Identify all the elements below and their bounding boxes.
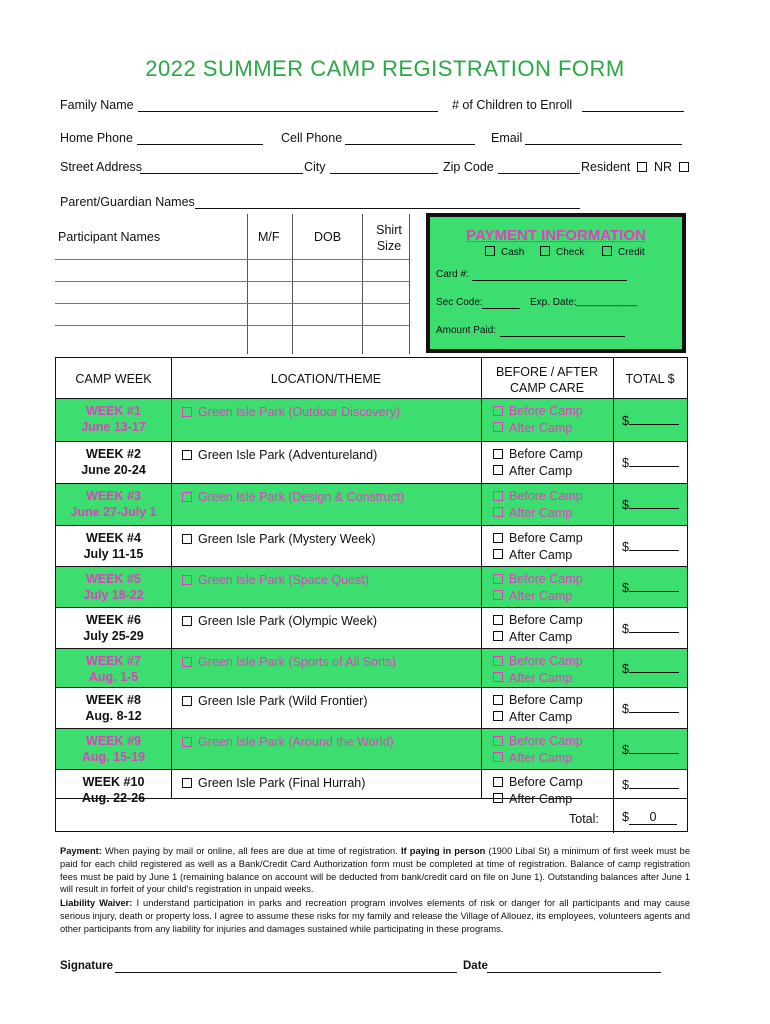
after-camp-checkbox[interactable] [493,465,503,475]
amount-paid-field[interactable] [500,336,625,337]
location-theme: Green Isle Park (Around the World) [198,735,394,749]
after-camp-checkbox[interactable] [493,507,503,517]
camp-care-cell [493,774,583,807]
week-dates: July 11-15 [83,547,144,561]
cash-checkbox[interactable] [485,246,495,256]
camp-care-cell [493,403,583,436]
camp-week-row [56,525,687,566]
location-theme: Green Isle Park (Adventureland) [198,448,378,462]
camp-week-cell [56,612,171,644]
week-dates: Aug. 15-19 [81,750,146,764]
check-option[interactable] [540,247,584,258]
week-total-dollar: $ [622,581,629,595]
zip-code-label: Zip Code [443,160,494,174]
payment-info-title: PAYMENT INFORMATION [466,227,646,244]
location-option[interactable] [182,776,365,790]
week-total-blank[interactable] [629,454,679,467]
children-count-label: # of Children to Enroll [452,98,573,112]
after-camp-checkbox[interactable] [493,422,503,432]
location-theme: Green Isle Park (Space Quest) [198,573,369,587]
row-divider [56,566,687,567]
week-total-field[interactable] [622,776,679,792]
before-camp-option[interactable] [493,571,583,588]
liability-waiver-text: I understand participation in parks and recreation program involves elements of risk or danger for all participants and may cause serious injury, death or property loss. I agree to assume these risks for my family and release the Village of Allouez, its employees, volunteers agents and other participants from any liability for injuries and damages sustained while participating in these programs. [60,898,690,934]
participant-row-1[interactable] [55,259,410,260]
before-camp-label: Before Camp [509,734,583,748]
resident-label: Resident [581,160,631,174]
row-divider [56,687,687,688]
before-camp-label: Before Camp [509,404,583,418]
home-phone-field[interactable] [137,144,263,145]
camp-week-cell [56,403,171,435]
before-camp-label: Before Camp [509,693,583,707]
camp-week-table [55,357,688,832]
before-camp-checkbox[interactable] [493,491,503,501]
row-divider [56,398,687,399]
column-divider [613,358,614,833]
before-camp-checkbox[interactable] [493,574,503,584]
before-camp-checkbox[interactable] [493,406,503,416]
amount-paid-label: Amount Paid: [436,325,497,336]
week-number: WEEK #2 [86,447,141,461]
signature-field[interactable] [115,972,457,973]
location-theme: Green Isle Park (Design & Construct) [198,490,405,504]
week-total-blank[interactable] [629,700,679,713]
before-camp-option[interactable] [493,446,583,463]
before-camp-label: Before Camp [509,489,583,503]
week-total-blank[interactable] [629,660,679,673]
column-divider [481,358,482,798]
week-number: WEEK #3 [86,489,141,503]
camp-week-cell [56,774,171,806]
email-field[interactable] [525,144,682,145]
camp-week-row [56,483,687,525]
week-number: WEEK #9 [86,734,141,748]
column-divider [171,358,172,798]
week-dates: Aug. 1-5 [88,670,139,684]
location-theme: Green Isle Park (Sports of All Sorts) [198,655,396,669]
camp-week-cell [56,692,171,724]
week-total-field[interactable] [622,700,679,716]
week-total-dollar: $ [622,540,629,554]
week-total-dollar: $ [622,662,629,676]
column-divider [247,214,248,354]
cash-label: Cash [501,247,525,258]
location-option[interactable] [182,532,376,546]
after-camp-checkbox[interactable] [493,631,503,641]
after-camp-label: After Camp [509,709,573,724]
week-total-dollar: $ [622,778,629,792]
before-camp-checkbox[interactable] [493,777,503,787]
shirt-header-line1: Shirt [376,223,402,237]
week-total-dollar: $ [622,498,629,512]
sec-code-field[interactable] [482,308,520,309]
participant-names-header: Participant Names [58,230,161,244]
page-title: 2022 SUMMER CAMP REGISTRATION FORM [145,56,625,81]
after-camp-option[interactable] [493,463,583,480]
exp-date-label: Exp. Date: [530,297,577,308]
week-dates: June 20-24 [81,463,146,477]
after-camp-label: After Camp [509,629,573,644]
location-theme: Green Isle Park (Final Hurrah) [198,776,366,790]
camp-care-header [481,364,613,396]
participant-row-2[interactable] [55,281,410,282]
column-divider [409,214,410,354]
nr-checkbox[interactable] [679,162,689,172]
camp-care-cell [493,653,583,686]
after-camp-label: After Camp [509,750,573,765]
after-camp-option[interactable] [493,505,583,522]
city-field[interactable] [330,173,438,174]
total-header: TOTAL $ [625,372,675,386]
after-camp-checkbox[interactable] [493,711,503,721]
week-total-field[interactable] [622,620,679,636]
payment-terms-text1: When paying by mail or online, all fees are due at time of registration. [105,846,398,856]
location-checkbox[interactable] [182,737,192,747]
after-camp-label: After Camp [509,420,573,435]
after-camp-option[interactable] [493,588,583,605]
before-camp-option[interactable] [493,692,583,709]
mf-header: M/F [258,230,280,244]
liability-waiver-label: Liability Waiver: [60,898,133,908]
zip-code-field[interactable] [498,173,580,174]
week-total-field[interactable] [622,412,679,428]
week-total-dollar: $ [622,622,629,636]
location-theme: Green Isle Park (Mystery Week) [198,532,376,546]
camp-week-cell [56,446,171,478]
camp-week-header: CAMP WEEK [75,372,152,386]
camp-week-row [56,607,687,648]
camp-week-row [56,566,687,607]
row-divider [56,728,687,729]
row-divider [56,648,687,649]
participant-row-3[interactable] [55,303,410,304]
row-divider [56,798,687,799]
resident-checkbox[interactable] [637,162,647,172]
before-camp-checkbox[interactable] [493,656,503,666]
home-phone-label: Home Phone [60,131,133,145]
camp-care-cell [493,446,583,479]
camp-care-cell [493,733,583,766]
week-total-field[interactable] [622,454,679,470]
after-camp-option[interactable] [493,709,583,726]
location-checkbox[interactable] [182,657,192,667]
after-camp-option[interactable] [493,629,583,646]
week-total-dollar: $ [622,414,629,428]
after-camp-option[interactable] [493,750,583,767]
credit-option[interactable] [602,247,645,258]
location-checkbox[interactable] [182,778,192,788]
before-camp-label: Before Camp [509,613,583,627]
payment-terms-label: Payment: [60,846,102,856]
camp-week-cell [56,653,171,685]
check-checkbox[interactable] [540,246,550,256]
camp-care-cell [493,612,583,645]
location-theme: Green Isle Park (Olympic Week) [198,614,377,628]
week-total-blank[interactable] [629,496,679,509]
camp-care-cell [493,530,583,563]
date-field[interactable] [487,972,661,973]
before-camp-checkbox[interactable] [493,695,503,705]
location-option[interactable] [182,694,367,708]
participant-table [55,214,410,354]
camp-week-row [56,398,687,441]
dob-header: DOB [314,230,342,244]
card-number-label: Card #: [436,269,469,280]
week-total-blank[interactable] [629,620,679,633]
before-camp-checkbox[interactable] [493,533,503,543]
before-camp-label: Before Camp [509,447,583,461]
camp-week-cell [56,733,171,765]
nr-option[interactable] [654,160,695,174]
location-checkbox[interactable] [182,407,192,417]
location-header: LOCATION/THEME [270,372,382,386]
location-checkbox[interactable] [182,696,192,706]
week-number: WEEK #8 [86,693,141,707]
week-total-field[interactable] [622,660,679,676]
grand-total-value: 0 [629,810,677,825]
camp-care-header-line1: BEFORE / AFTER [495,365,599,379]
after-camp-option[interactable] [493,670,583,687]
camp-week-row [56,769,687,806]
guardian-names-label: Parent/Guardian Names [60,195,195,209]
week-number: WEEK #4 [86,531,141,545]
camp-care-cell [493,488,583,521]
after-camp-label: After Camp [509,505,573,520]
after-camp-label: After Camp [509,791,573,806]
week-total-blank[interactable] [629,741,679,754]
location-checkbox[interactable] [182,575,192,585]
camp-week-cell [56,530,171,562]
before-camp-label: Before Camp [509,654,583,668]
street-address-field[interactable] [140,173,303,174]
grand-total-dollar: $ [622,810,629,824]
location-option[interactable] [182,573,369,587]
row-divider [56,769,687,770]
participant-row-4[interactable] [55,325,410,326]
sec-code-label: Sec Code: [436,297,483,308]
row-divider [56,441,687,442]
row-divider [56,483,687,484]
after-camp-label: After Camp [509,547,573,562]
week-total-dollar: $ [622,743,629,757]
grand-total-field[interactable] [622,810,677,825]
children-count-field[interactable] [582,111,684,112]
payment-terms [60,845,690,896]
date-label: Date [463,960,488,972]
credit-checkbox[interactable] [602,246,612,256]
before-camp-label: Before Camp [509,775,583,789]
before-camp-checkbox[interactable] [493,736,503,746]
before-camp-option[interactable] [493,653,583,670]
week-total-field[interactable] [622,496,679,512]
after-camp-checkbox[interactable] [493,549,503,559]
after-camp-option[interactable] [493,547,583,564]
week-total-blank[interactable] [629,579,679,592]
before-camp-label: Before Camp [509,572,583,586]
location-option[interactable] [182,448,377,462]
email-label: Email [491,131,523,145]
camp-care-header-line2: CAMP CARE [509,381,585,395]
after-camp-checkbox[interactable] [493,590,503,600]
week-dates: July 25-29 [83,629,144,643]
week-number: WEEK #5 [86,572,141,586]
location-checkbox[interactable] [182,534,192,544]
camp-week-row [56,441,687,483]
street-address-label: Street Address [60,160,142,174]
week-number: WEEK #6 [86,613,141,627]
before-camp-option[interactable] [493,403,583,420]
payment-terms-text2: (1900 Libal St) a minimum of first week must be paid for each child registered as well as a Bank/Credit Card Authorization form must be completed at time of registration. Balance of camp registration fees must be paid by June 1 (remaining balance on account will be deducted from bank/credit card on file on June 1). Outstanding balances after June 1 will result in forfeit of your child's registration in unpaid weeks. [60,846,690,895]
cash-option[interactable] [485,247,524,258]
week-dates: Aug. 8-12 [85,709,142,723]
location-checkbox[interactable] [182,492,192,502]
cell-phone-field[interactable] [345,144,475,145]
before-camp-option[interactable] [493,774,583,791]
week-number: WEEK #10 [82,775,145,789]
location-option[interactable] [182,614,377,628]
card-number-field[interactable] [472,280,627,281]
week-number: WEEK #7 [86,654,141,668]
week-total-field[interactable] [622,741,679,757]
before-camp-option[interactable] [493,733,583,750]
liability-waiver [60,897,690,935]
camp-week-cell [56,488,171,520]
location-option[interactable] [182,405,400,419]
before-camp-option[interactable] [493,530,583,547]
camp-care-cell [493,571,583,604]
after-camp-option[interactable] [493,420,583,437]
row-divider [56,525,687,526]
column-divider [292,214,293,354]
week-dates: Aug. 22-26 [81,791,146,805]
camp-week-cell [56,571,171,603]
week-dates: June 27-July 1 [70,505,157,519]
after-camp-label: After Camp [509,670,573,685]
week-total-field[interactable] [622,579,679,595]
location-option[interactable] [182,735,394,749]
location-option[interactable] [182,490,404,504]
camp-week-row [56,728,687,769]
week-total-field[interactable] [622,538,679,554]
payment-info-box [426,213,686,353]
before-camp-label: Before Camp [509,531,583,545]
week-total-blank[interactable] [629,538,679,551]
before-camp-checkbox[interactable] [493,449,503,459]
week-dates: July 18-22 [83,588,144,602]
column-divider [362,214,363,354]
nr-label: NR [654,160,673,174]
city-label: City [304,160,326,174]
resident-option[interactable] [581,160,653,174]
after-camp-checkbox[interactable] [493,672,503,682]
week-dates: June 13-17 [81,420,146,434]
camp-week-row [56,648,687,687]
after-camp-checkbox[interactable] [493,752,503,762]
location-theme: Green Isle Park (Wild Frontier) [198,694,368,708]
payment-terms-in-person: If paying in person [400,846,486,856]
week-total-dollar: $ [622,702,629,716]
family-name-label: Family Name [60,98,134,112]
check-label: Check [556,247,585,258]
week-total-blank[interactable] [629,776,679,789]
location-option[interactable] [182,655,396,669]
cell-phone-label: Cell Phone [281,131,343,145]
shirt-size-header [374,222,404,254]
exp-date-field[interactable]: ___________ [576,296,638,307]
location-theme: Green Isle Park (Outdoor Discovery) [198,405,401,419]
week-number: WEEK #1 [86,404,141,418]
before-camp-option[interactable] [493,612,583,629]
guardian-names-field[interactable] [195,208,580,209]
after-camp-label: After Camp [509,463,573,478]
row-divider [56,607,687,608]
total-label: Total: [569,812,599,826]
location-checkbox[interactable] [182,450,192,460]
week-total-dollar: $ [622,456,629,470]
before-camp-checkbox[interactable] [493,615,503,625]
signature-label: Signature [60,960,114,972]
before-camp-option[interactable] [493,488,583,505]
camp-week-row [56,687,687,728]
family-name-field[interactable] [138,111,438,112]
shirt-header-line2: Size [376,239,402,253]
location-checkbox[interactable] [182,616,192,626]
camp-care-cell [493,692,583,725]
credit-label: Credit [618,247,645,258]
after-camp-label: After Camp [509,588,573,603]
week-total-blank[interactable] [629,412,679,425]
